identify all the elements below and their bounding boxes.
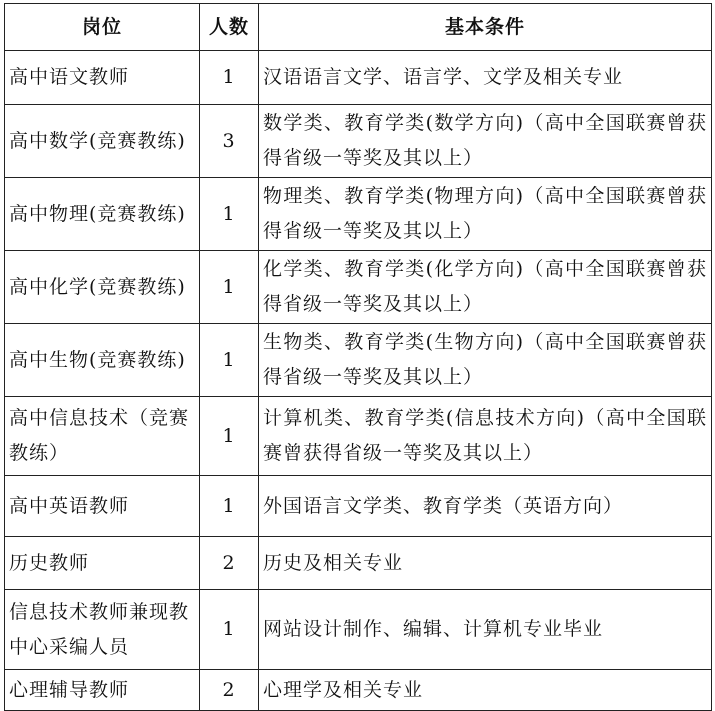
table-row (5, 51, 712, 105)
requirement-cell: 网站设计制作、编辑、计算机专业毕业 (259, 590, 712, 670)
requirement-cell: 物理类、教育学类(物理方向)（高中全国联赛曾获得省级一等奖及其以上） (259, 178, 712, 251)
table-row (5, 251, 712, 324)
positions-table (4, 3, 712, 711)
requirement-cell: 生物类、教育学类(生物方向)（高中全国联赛曾获得省级一等奖及其以上） (259, 324, 712, 397)
count-cell: 1 (200, 51, 259, 105)
table-row (5, 397, 712, 476)
count-cell: 1 (200, 324, 259, 397)
requirement-cell: 汉语语言文学、语言学、文学及相关专业 (259, 51, 712, 105)
position-cell: 高中化学(竞赛教练) (5, 251, 200, 324)
position-cell: 高中语文教师 (5, 51, 200, 105)
count-cell: 1 (200, 590, 259, 670)
table-row (5, 324, 712, 397)
table-row (5, 670, 712, 711)
requirement-cell: 化学类、教育学类(化学方向)（高中全国联赛曾获得省级一等奖及其以上） (259, 251, 712, 324)
count-cell: 3 (200, 105, 259, 178)
requirement-cell: 历史及相关专业 (259, 537, 712, 590)
position-cell: 历史教师 (5, 537, 200, 590)
table-row (5, 590, 712, 670)
count-cell: 2 (200, 537, 259, 590)
requirement-cell: 心理学及相关专业 (259, 670, 712, 711)
header-count: 人数 (200, 4, 259, 51)
requirement-cell: 外国语言文学类、教育学类（英语方向） (259, 476, 712, 537)
count-cell: 1 (200, 397, 259, 476)
requirement-cell: 数学类、教育学类(数学方向)（高中全国联赛曾获得省级一等奖及其以上） (259, 105, 712, 178)
position-cell: 高中生物(竞赛教练) (5, 324, 200, 397)
table-row (5, 476, 712, 537)
position-cell: 高中数学(竞赛教练) (5, 105, 200, 178)
count-cell: 1 (200, 178, 259, 251)
position-cell: 心理辅导教师 (5, 670, 200, 711)
header-requirement: 基本条件 (259, 4, 712, 51)
table-row (5, 537, 712, 590)
count-cell: 1 (200, 251, 259, 324)
count-cell: 2 (200, 670, 259, 711)
count-cell: 1 (200, 476, 259, 537)
header-row (5, 4, 712, 51)
position-cell: 信息技术教师兼现教中心采编人员 (5, 590, 200, 670)
position-cell: 高中物理(竞赛教练) (5, 178, 200, 251)
header-position: 岗位 (5, 4, 200, 51)
position-cell: 高中信息技术（竞赛教练） (5, 397, 200, 476)
requirement-cell: 计算机类、教育学类(信息技术方向)（高中全国联赛曾获得省级一等奖及其以上） (259, 397, 712, 476)
table-row (5, 105, 712, 178)
table-row (5, 178, 712, 251)
position-cell: 高中英语教师 (5, 476, 200, 537)
